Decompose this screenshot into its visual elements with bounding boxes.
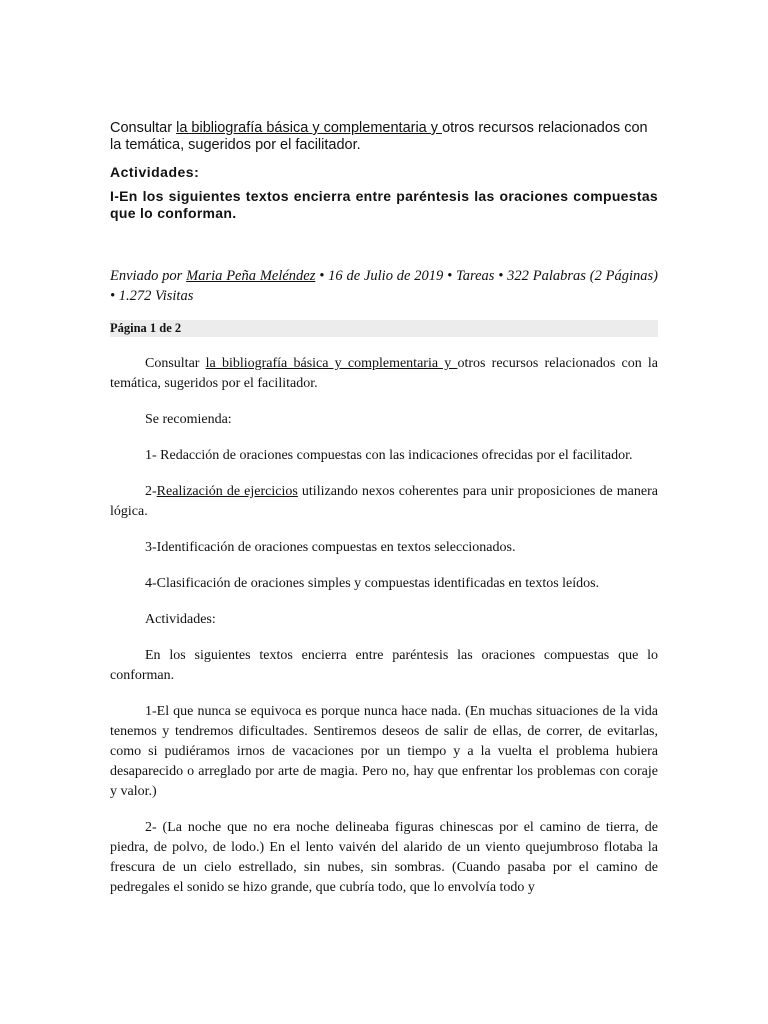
meta-details: • 16 de Julio de 2019 • Tareas • 322 Palabras (2 Páginas) • 1.272 Visitas (110, 268, 658, 304)
exercises-link[interactable]: Realización de ejercicios (156, 484, 298, 499)
body-paragraph-item-1: 1- Redacción de oraciones compuestas con las indicaciones ofrecidas por el facilitador. (145, 448, 633, 463)
page-indicator: Página 1 de 2 (110, 321, 182, 335)
body-paragraph-text-2: 2- (La noche que no era noche delineaba figuras chinescas por el camino de tierra, de piedra, de polvo, de lodo.) En el lento vaivén del alarido de un viento quejumbroso flotaba la frescura de un cielo estrellado, sin nubes, sin sombras. (Cuando pasaba por el camino de pedregales el sonido se hizo grande, que cubría todo, que lo envolvía todo y (110, 820, 658, 895)
document-body (110, 354, 658, 898)
activity-instruction: I-En los siguientes textos encierra entre paréntesis las oraciones compuestas que lo conforman. (110, 188, 658, 221)
intro-text-start: Consultar (110, 120, 177, 136)
body-consult-start: Consultar (145, 356, 206, 371)
body-paragraph-recommend: Se recomienda: (145, 412, 232, 427)
body-paragraph-activities: Actividades: (145, 612, 216, 627)
body-paragraph-instruction: En los siguientes textos encierra entre paréntesis las oraciones compuestas que lo conforman. (110, 648, 658, 683)
page-indicator-bar (110, 320, 658, 337)
item-2-text: utilizando nexos coherentes para unir proposiciones de manera lógica. (110, 484, 658, 519)
meta-prefix: Enviado por (110, 268, 187, 284)
body-paragraph-item-3: 3-Identificación de oraciones compuestas en textos seleccionados. (145, 540, 516, 555)
body-paragraph-consult (110, 354, 658, 394)
activities-heading: Actividades: (110, 164, 200, 180)
author-link[interactable]: Maria Peña Meléndez (186, 268, 316, 284)
bibliography-link[interactable]: la bibliografía básica y complementaria y (176, 120, 443, 136)
body-bibliography-link[interactable]: la bibliografía básica y complementaria y (205, 356, 458, 371)
body-consult-end: otros recursos relacionados con la temática, sugeridos por el facilitador. (110, 356, 658, 391)
body-paragraph-item-2 (110, 482, 658, 522)
intro-text-end: otros recursos relacionados con la temática, sugeridos por el facilitador. (110, 120, 648, 153)
item-2-number: 2- (145, 484, 157, 499)
intro-paragraph (110, 120, 658, 154)
document-metadata (110, 266, 658, 306)
body-paragraph-item-4: 4-Clasificación de oraciones simples y compuestas identificadas en textos leídos. (145, 576, 600, 591)
body-paragraph-text-1: 1-El que nunca se equivoca es porque nunca hace nada. (En muchas situaciones de la vida tenemos y tendremos dificultades. Sentiremos deseos de salir de ellas, de correr, de evitarlas, como si pudiéramos irnos de vacaciones por un tiempo y a la vuelta el problema hubiera desaparecido o arreglado por arte de magia. Pero no, hay que enfrentar los problemas con coraje y valor.) (110, 704, 658, 799)
